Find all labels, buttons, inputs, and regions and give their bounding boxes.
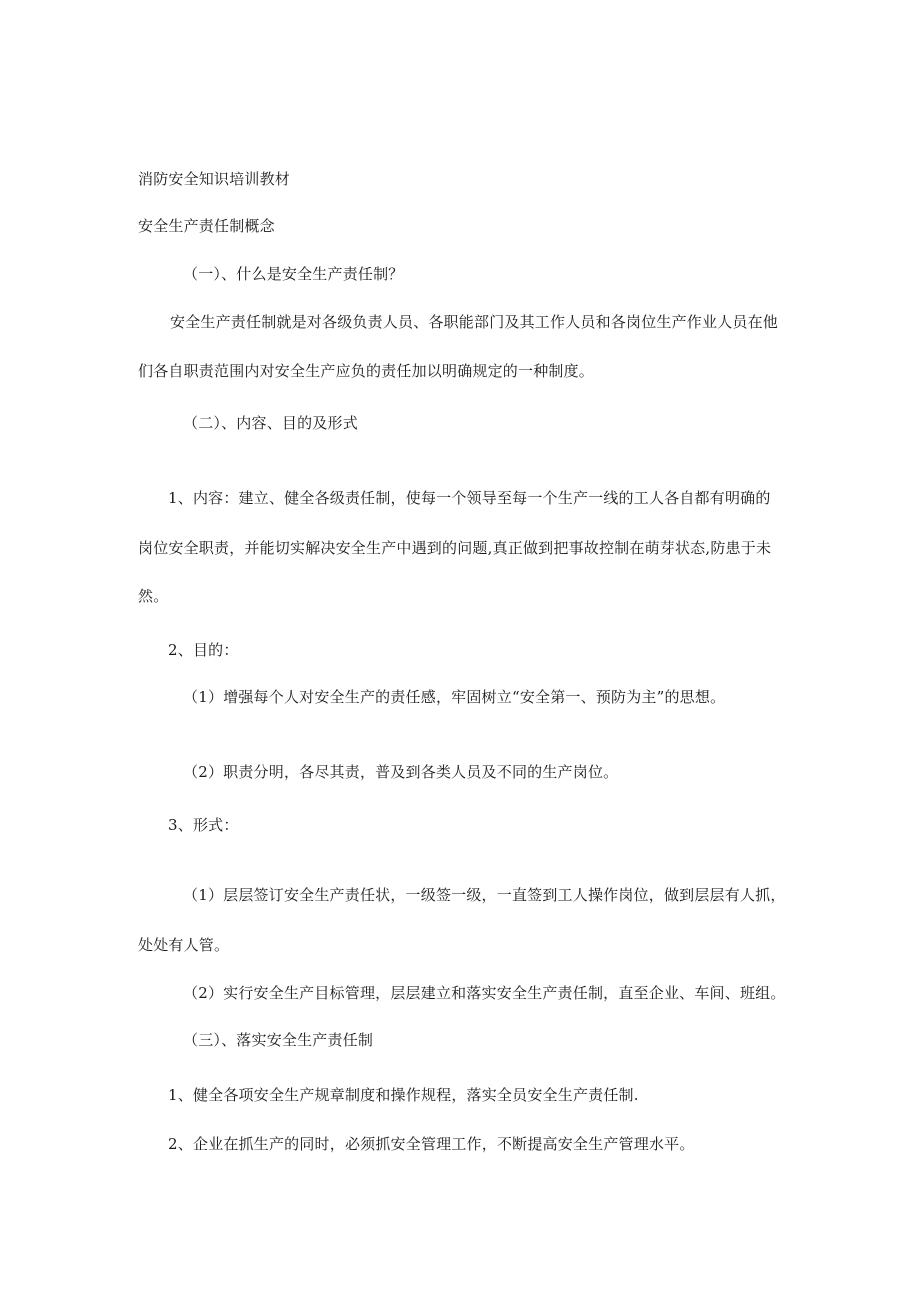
section2-content-line3: 然。 xyxy=(138,587,169,605)
section2-content-line1: 1、内容：建立、健全各级责任制，使每一个领导至每一个生产一线的工人各自都有明确的 xyxy=(168,489,771,507)
section2-heading: （二）、内容、目的及形式 xyxy=(183,414,358,432)
section2-purpose-heading: 2、目的： xyxy=(168,641,239,659)
section2-form-item1-line2: 处处有人管。 xyxy=(138,936,230,954)
section3-heading: （三）、落实安全生产责任制 xyxy=(183,1031,374,1049)
document-title: 消防安全知识培训教材 xyxy=(138,170,291,188)
section2-form-item1-line1: （1）层层签订安全生产责任状，一级签一级，一直签到工人操作岗位，做到层层有人抓， xyxy=(183,886,786,904)
section1-definition-line2: 们各自职责范围内对安全生产应负的责任加以明确规定的一种制度。 xyxy=(138,362,595,380)
section3-point2: 2、企业在抓生产的同时，必须抓安全管理工作，不断提高安全生产管理水平。 xyxy=(168,1135,695,1153)
section2-purpose-item2: （2）职责分明，各尽其责，普及到各类人员及不同的生产岗位。 xyxy=(183,763,619,781)
section1-definition-line1: 安全生产责任制就是对各级负责人员、各职能部门及其工作人员和各岗位生产作业人员在他 xyxy=(170,313,779,331)
section2-form-heading: 3、形式： xyxy=(168,816,239,834)
document-subtitle: 安全生产责任制概念 xyxy=(138,217,275,235)
section2-content-line2: 岗位安全职责，并能切实解决安全生产中遇到的问题,真正做到把事故控制在萌芽状态,防患于未 xyxy=(138,539,772,557)
section2-purpose-item1: （1）增强每个人对安全生产的责任感，牢固树立“安全第一、预防为主”的思想。 xyxy=(183,688,726,706)
section1-heading: （一）、什么是安全生产责任制？ xyxy=(183,265,404,283)
section2-form-item2: （2）实行安全生产目标管理，层层建立和落实安全生产责任制，直至企业、车间、班组。 xyxy=(183,984,786,1002)
section3-point1: 1、健全各项安全生产规章制度和操作规程，落实全员安全生产责任制. xyxy=(168,1086,639,1104)
